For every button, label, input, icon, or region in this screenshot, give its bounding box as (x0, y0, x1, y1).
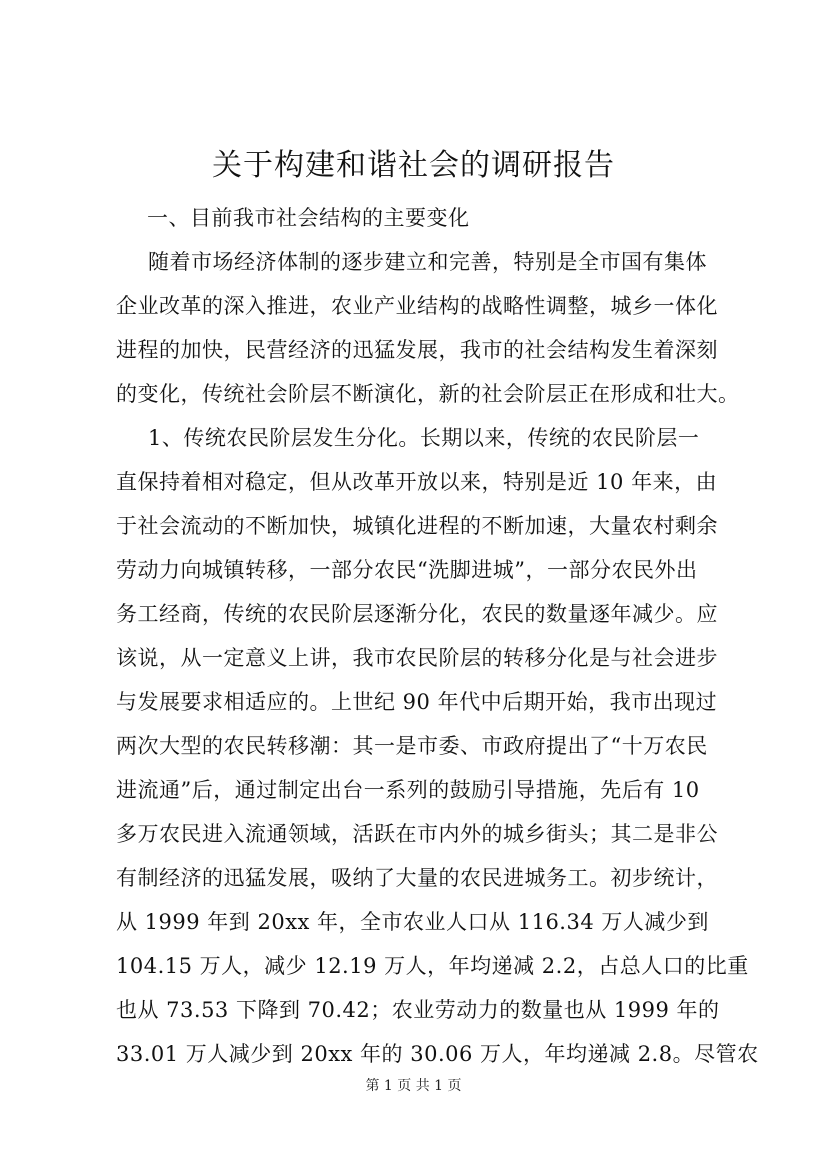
paragraph-line: 于社会流动的不断加快，城镇化进程的不断加速，大量农村剩余 (116, 514, 718, 538)
paragraph-line: 进程的加快，民营经济的迅猛发展，我市的社会结构发生着深刻 (116, 338, 718, 362)
paragraph-line: 进流通”后，通过制定出台一系列的鼓励引导措施，先后有 10 (116, 778, 700, 802)
paragraph-line: 与发展要求相适应的。上世纪 90 年代中后期开始，我市出现过 (116, 690, 718, 714)
paragraph-line: 的变化，传统社会阶层不断演化，新的社会阶层正在形成和壮大。 (116, 382, 740, 406)
page-number: 第 1 页 共 1 页 (365, 1078, 462, 1094)
paragraph-line: 企业改革的深入推进，农业产业结构的战略性调整，城乡一体化 (116, 294, 718, 318)
paragraph-line: 该说，从一定意义上讲，我市农民阶层的转移分化是与社会进步 (116, 646, 718, 670)
paragraph-line: 1、传统农民阶层发生分化。长期以来，传统的农民阶层一 (148, 426, 700, 450)
paragraph-line: 也从 73.53 下降到 70.42；农业劳动力的数量也从 1999 年的 (116, 998, 720, 1022)
paragraph-line: 从 1999 年到 20xx 年，全市农业人口从 116.34 万人减少到 (116, 910, 709, 934)
paragraph-line: 33.01 万人减少到 20xx 年的 30.06 万人，年均递减 2.8。尽管农 (116, 1042, 759, 1066)
paragraph-line: 直保持着相对稳定，但从改革开放以来，特别是近 10 年来，由 (116, 470, 718, 494)
paragraph-line: 劳动力向城镇转移，一部分农民“洗脚进城”，一部分农民外出 (116, 558, 698, 582)
section-heading: 一、目前我市社会结构的主要变化 (147, 206, 470, 230)
paragraph-line: 务工经商，传统的农民阶层逐渐分化，农民的数量逐年减少。应 (116, 602, 718, 626)
paragraph-line: 两次大型的农民转移潮：其一是市委、市政府提出了“十万农民 (116, 734, 708, 758)
paragraph-line: 多万农民进入流通领域，活跃在市内外的城乡街头；其二是非公 (116, 822, 718, 846)
document-title: 关于构建和谐社会的调研报告 (212, 148, 615, 183)
paragraph-line: 随着市场经济体制的逐步建立和完善，特别是全市国有集体 (148, 250, 707, 274)
paragraph-line: 有制经济的迅猛发展，吸纳了大量的农民进城务工。初步统计， (116, 866, 718, 890)
paragraph-line: 104.15 万人，减少 12.19 万人，年均递减 2.2，占总人口的比重 (116, 954, 749, 978)
